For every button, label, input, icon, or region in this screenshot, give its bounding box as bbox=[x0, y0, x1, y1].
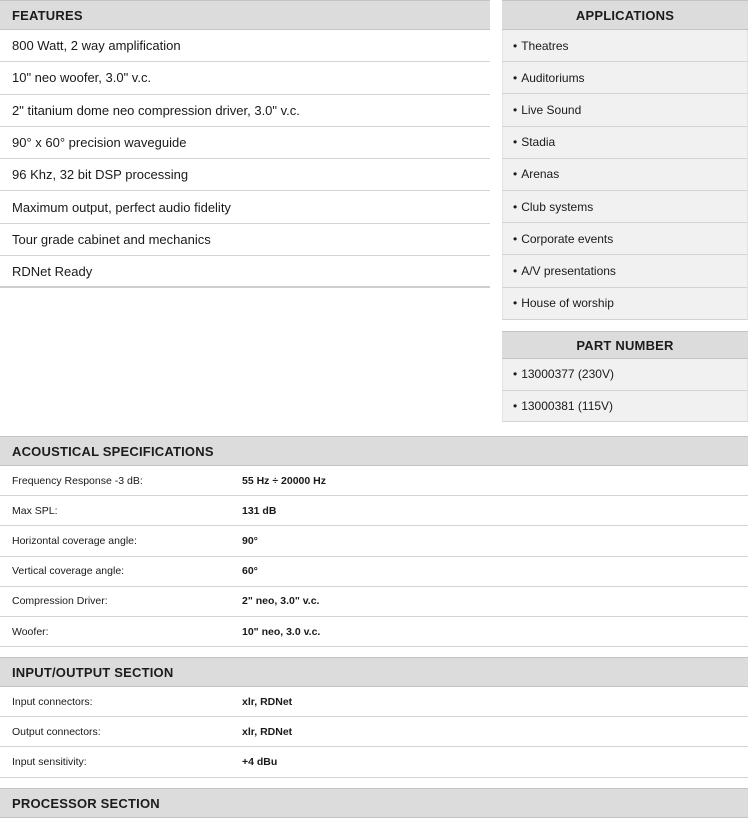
application-label: Theatres bbox=[521, 38, 569, 53]
application-item bbox=[502, 288, 748, 320]
spec-value: 90° bbox=[242, 534, 258, 547]
application-label: Stadia bbox=[521, 135, 556, 150]
bullet-icon: • bbox=[513, 70, 518, 85]
features-panel bbox=[0, 0, 490, 288]
part-number-panel bbox=[502, 331, 748, 422]
feature-item: 90° x 60° precision waveguide bbox=[0, 127, 490, 159]
part-number-header: PART NUMBER bbox=[502, 331, 748, 359]
feature-item: 96 Khz, 32 bit DSP processing bbox=[0, 159, 490, 191]
application-item bbox=[502, 62, 748, 94]
feature-item: Tour grade cabinet and mechanics bbox=[0, 224, 490, 256]
bullet-icon: • bbox=[513, 102, 518, 117]
spec-row bbox=[0, 587, 748, 617]
spec-row bbox=[0, 496, 748, 526]
acoustical-header: ACOUSTICAL SPECIFICATIONS bbox=[0, 436, 748, 466]
application-item bbox=[502, 30, 748, 62]
spec-label: Input sensitivity: bbox=[12, 755, 87, 768]
spec-value: 131 dB bbox=[242, 504, 277, 517]
bullet-icon: • bbox=[513, 135, 518, 150]
application-label: House of worship bbox=[521, 296, 614, 311]
application-item bbox=[502, 94, 748, 126]
bullet-icon: • bbox=[513, 398, 518, 413]
feature-item: RDNet Ready bbox=[0, 256, 490, 288]
application-label: A/V presentations bbox=[521, 263, 616, 278]
spec-row bbox=[0, 617, 748, 647]
applications-panel bbox=[502, 0, 748, 320]
processor-section bbox=[0, 788, 748, 818]
bullet-icon: • bbox=[513, 231, 518, 246]
bullet-icon: • bbox=[513, 296, 518, 311]
spec-label: Vertical coverage angle: bbox=[12, 565, 125, 578]
part-number-item bbox=[502, 359, 748, 391]
spec-row bbox=[0, 747, 748, 777]
acoustical-specs-section bbox=[0, 436, 748, 647]
part-number-label: 13000381 (115V) bbox=[521, 398, 614, 413]
spec-value: 2" neo, 3.0" v.c. bbox=[242, 595, 320, 608]
application-label: Live Sound bbox=[521, 102, 582, 117]
bullet-icon: • bbox=[513, 167, 518, 182]
spec-value: 55 Hz ÷ 20000 Hz bbox=[242, 474, 326, 487]
spec-value: xlr, RDNet bbox=[242, 725, 293, 738]
spec-label: Compression Driver: bbox=[12, 595, 108, 608]
spec-value: +4 dBu bbox=[242, 755, 278, 768]
spec-label: Horizontal coverage angle: bbox=[12, 534, 137, 547]
bullet-icon: • bbox=[513, 263, 518, 278]
spec-label: Output connectors: bbox=[12, 725, 101, 738]
spec-label: Max SPL: bbox=[12, 504, 58, 517]
feature-item: 800 Watt, 2 way amplification bbox=[0, 30, 490, 62]
part-number-item bbox=[502, 391, 748, 423]
processor-header: PROCESSOR SECTION bbox=[0, 788, 748, 818]
feature-item: 10" neo woofer, 3.0" v.c. bbox=[0, 62, 490, 94]
features-header: FEATURES bbox=[0, 0, 490, 30]
application-label: Corporate events bbox=[521, 231, 614, 246]
application-item bbox=[502, 127, 748, 159]
feature-item: Maximum output, perfect audio fidelity bbox=[0, 191, 490, 223]
spec-row bbox=[0, 526, 748, 556]
spec-label: Input connectors: bbox=[12, 695, 93, 708]
input-output-section bbox=[0, 657, 748, 778]
application-item bbox=[502, 223, 748, 255]
bullet-icon: • bbox=[513, 367, 518, 382]
spec-row bbox=[0, 717, 748, 747]
spec-row bbox=[0, 557, 748, 587]
bullet-icon: • bbox=[513, 38, 518, 53]
spec-label: Frequency Response -3 dB: bbox=[12, 474, 143, 487]
application-item bbox=[502, 255, 748, 287]
application-item bbox=[502, 159, 748, 191]
spec-label: Woofer: bbox=[12, 625, 49, 638]
application-label: Arenas bbox=[521, 167, 560, 182]
application-item bbox=[502, 191, 748, 223]
spec-value: 10" neo, 3.0 v.c. bbox=[242, 625, 321, 638]
bullet-icon: • bbox=[513, 199, 518, 214]
input-output-header: INPUT/OUTPUT SECTION bbox=[0, 657, 748, 687]
feature-item: 2" titanium dome neo compression driver, 3.0" v.c. bbox=[0, 95, 490, 127]
applications-header: APPLICATIONS bbox=[502, 0, 748, 30]
spec-value: xlr, RDNet bbox=[242, 695, 293, 708]
application-label: Auditoriums bbox=[521, 70, 585, 85]
application-label: Club systems bbox=[521, 199, 594, 214]
spec-row bbox=[0, 466, 748, 496]
spec-row bbox=[0, 687, 748, 717]
spec-value: 60° bbox=[242, 565, 258, 578]
part-number-label: 13000377 (230V) bbox=[521, 367, 614, 382]
